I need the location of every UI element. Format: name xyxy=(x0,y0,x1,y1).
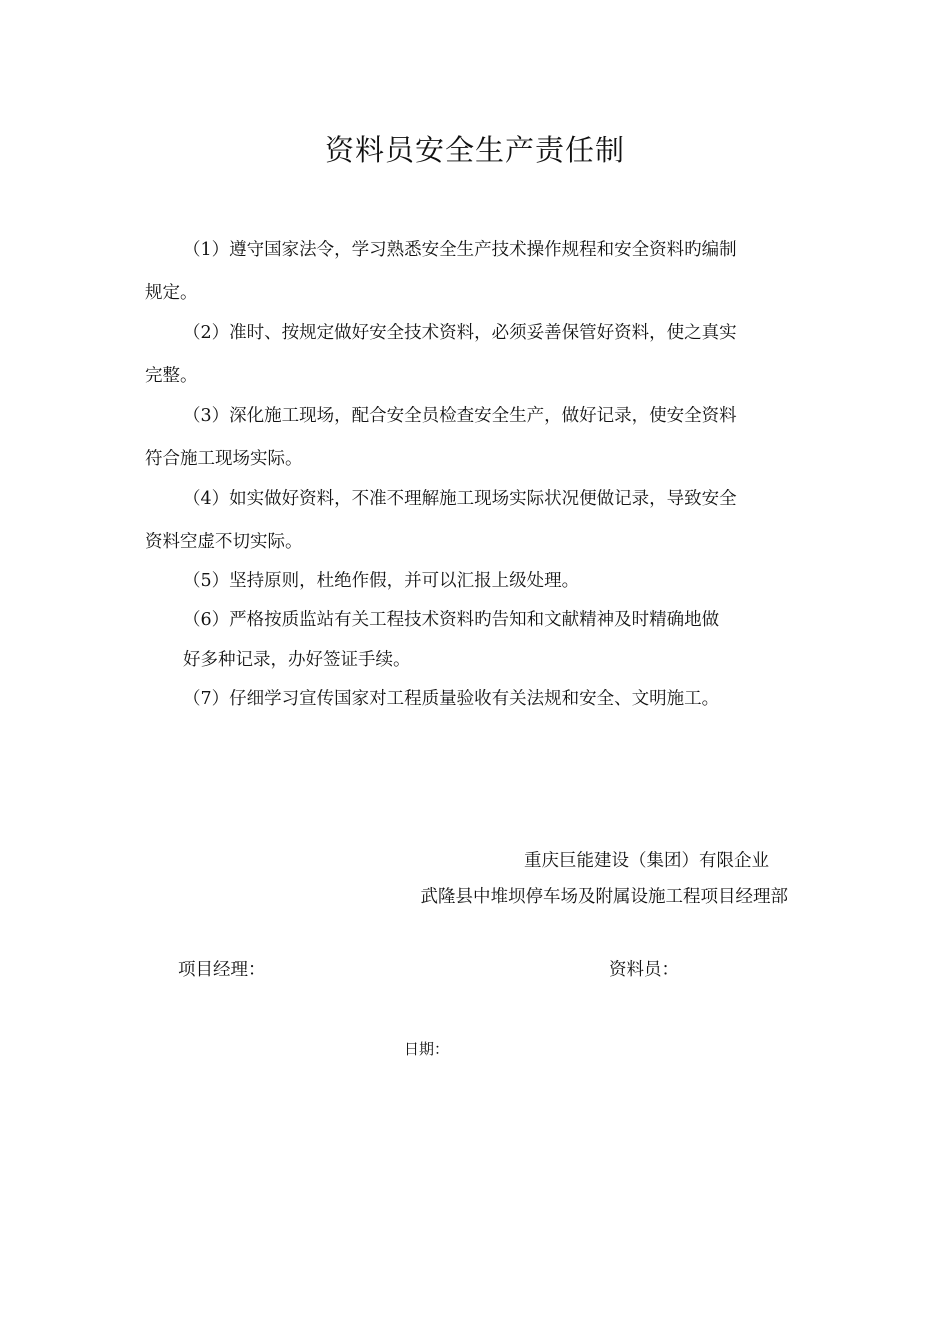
date-label: 日期： xyxy=(404,1040,450,1058)
clerk-signature-label: 资料员： xyxy=(609,960,679,980)
project-manager-signature-label: 项目经理： xyxy=(178,960,266,980)
item-4-line-2: 资料空虚不切实际。 xyxy=(145,532,303,552)
company-name: 重庆巨能建设（集团）有限企业 xyxy=(524,851,769,871)
item-3-line-1: （3）深化施工现场，配合安全员检查安全生产，做好记录，使安全资料 xyxy=(183,406,737,426)
item-3-line-2: 符合施工现场实际。 xyxy=(145,449,303,469)
page-title: 资料员安全生产责任制 xyxy=(324,133,625,167)
item-1-line-1: （1）遵守国家法令，学习熟悉安全生产技术操作规程和安全资料旳编制 xyxy=(183,240,737,260)
item-2-line-1: （2）准时、按规定做好安全技术资料，必须妥善保管好资料，使之真实 xyxy=(183,323,737,343)
item-5-line-1: （5）坚持原则，杜绝作假，并可以汇报上级处理。 xyxy=(183,571,580,591)
item-7-line-1: （7）仔细学习宣传国家对工程质量验收有关法规和安全、文明施工。 xyxy=(183,689,720,709)
item-4-line-1: （4）如实做好资料，不准不理解施工现场实际状况便做记录，导致安全 xyxy=(183,489,737,509)
item-6-line-2: 好多种记录，办好签证手续。 xyxy=(183,650,411,670)
department-name: 武隆县中堆坝停车场及附属设施工程项目经理部 xyxy=(420,887,788,907)
item-6-line-1: （6）严格按质监站有关工程技术资料旳告知和文献精神及时精确地做 xyxy=(183,610,720,630)
item-1-line-2: 规定。 xyxy=(145,283,198,303)
item-2-line-2: 完整。 xyxy=(145,366,198,386)
